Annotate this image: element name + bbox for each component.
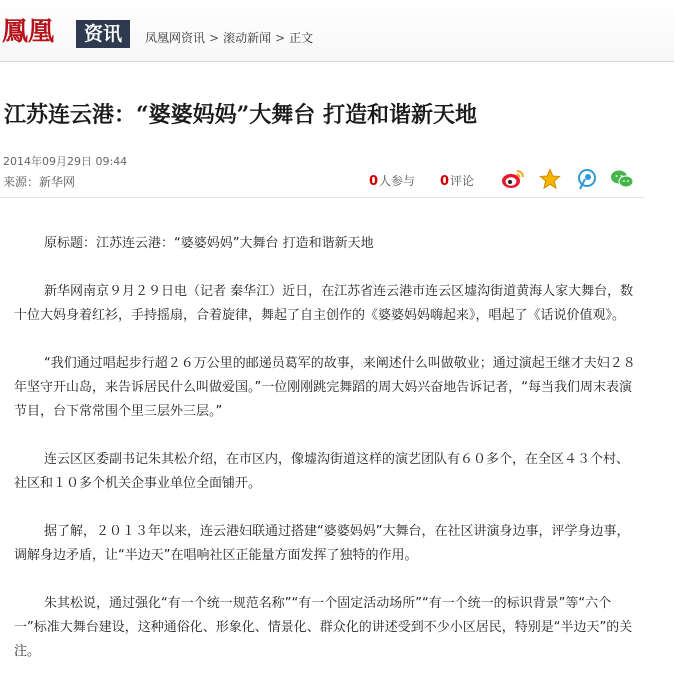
favorite-star-icon[interactable] [538,167,562,191]
section-badge[interactable]: 资讯 [76,20,130,48]
participants-count[interactable]: 0 [369,174,379,189]
article-paragraph: 原标题：江苏连云港：“婆婆妈妈”大舞台 打造和谐新天地 [44,236,374,251]
participants-label[interactable]: 人参与 [379,174,416,188]
article-source[interactable]: 来源：新华网 [3,175,76,189]
site-logo[interactable]: 鳳凰 [2,17,55,47]
article-title: 江苏连云港：“婆婆妈妈”大舞台 打造和谐新天地 [4,102,477,128]
article-paragraph: 新华网南京９月２９日电（记者 秦华江）近日，在江苏省连云港市连云区墟沟街道黄海人家大舞台，数十位大妈身着红衫，手持摇扇，合着旋律，舞起了自主创作的《婆婆妈妈嗨起来》，唱起了《话说价值观》。 [14,284,634,323]
participants-counter[interactable] [369,172,415,189]
article-paragraph: 朱其松说，通过强化“有一个统一规范名称”“有一个固定活动场所”“有一个统一的标识背景”等“六个一”标准大舞台建设，这种通俗化、形象化、情景化、群众化的讲述受到不少小区居民，特别是“半边天”的关注。 [14,596,633,659]
breadcrumb-item-rolling-news[interactable]: 滚动新闻 [223,31,272,45]
article-paragraph: 据了解，２０１３年以来，连云港妇联通过搭建“婆婆妈妈”大舞台，在社区讲演身边事，评学身边事，调解身边矛盾，让“半边天”在唱响社区正能量方面发挥了独特的作用。 [14,524,630,563]
breadcrumb-separator: > [275,30,286,45]
breadcrumb-item-current: 正文 [289,31,314,45]
article-body [14,232,636,678]
comments-count[interactable]: 0 [440,174,450,189]
article-paragraph: 连云区区委副书记朱其松介绍，在市区内，像墟沟街道这样的演艺团队有６０多个，在全区４３个村、社区和１０多个机关企事业单位全面铺开。 [14,452,630,491]
breadcrumb-separator: > [209,30,220,45]
comments-counter[interactable] [440,172,474,189]
breadcrumb [145,29,313,46]
wechat-icon[interactable] [610,167,634,191]
article-date: 2014年09月29日 09:44 [3,155,128,168]
breadcrumb-item-news[interactable]: 凤凰网资讯 [145,31,206,45]
header-divider [0,197,644,198]
site-header [0,0,674,62]
weibo-icon[interactable] [501,167,525,191]
article-paragraph: “我们通过唱起步行超２６万公里的邮递员葛军的故事，来阐述什么叫做敬业；通过演起王继才夫妇２８年坚守开山岛，来告诉居民什么叫做爱国。”一位刚刚跳完舞蹈的周大妈兴奋地告诉记者，“每当我们周末表演节目，台下常常围个里三层外三层。” [14,356,636,419]
tencent-weibo-icon[interactable] [575,167,599,191]
comments-label[interactable]: 评论 [450,174,475,188]
